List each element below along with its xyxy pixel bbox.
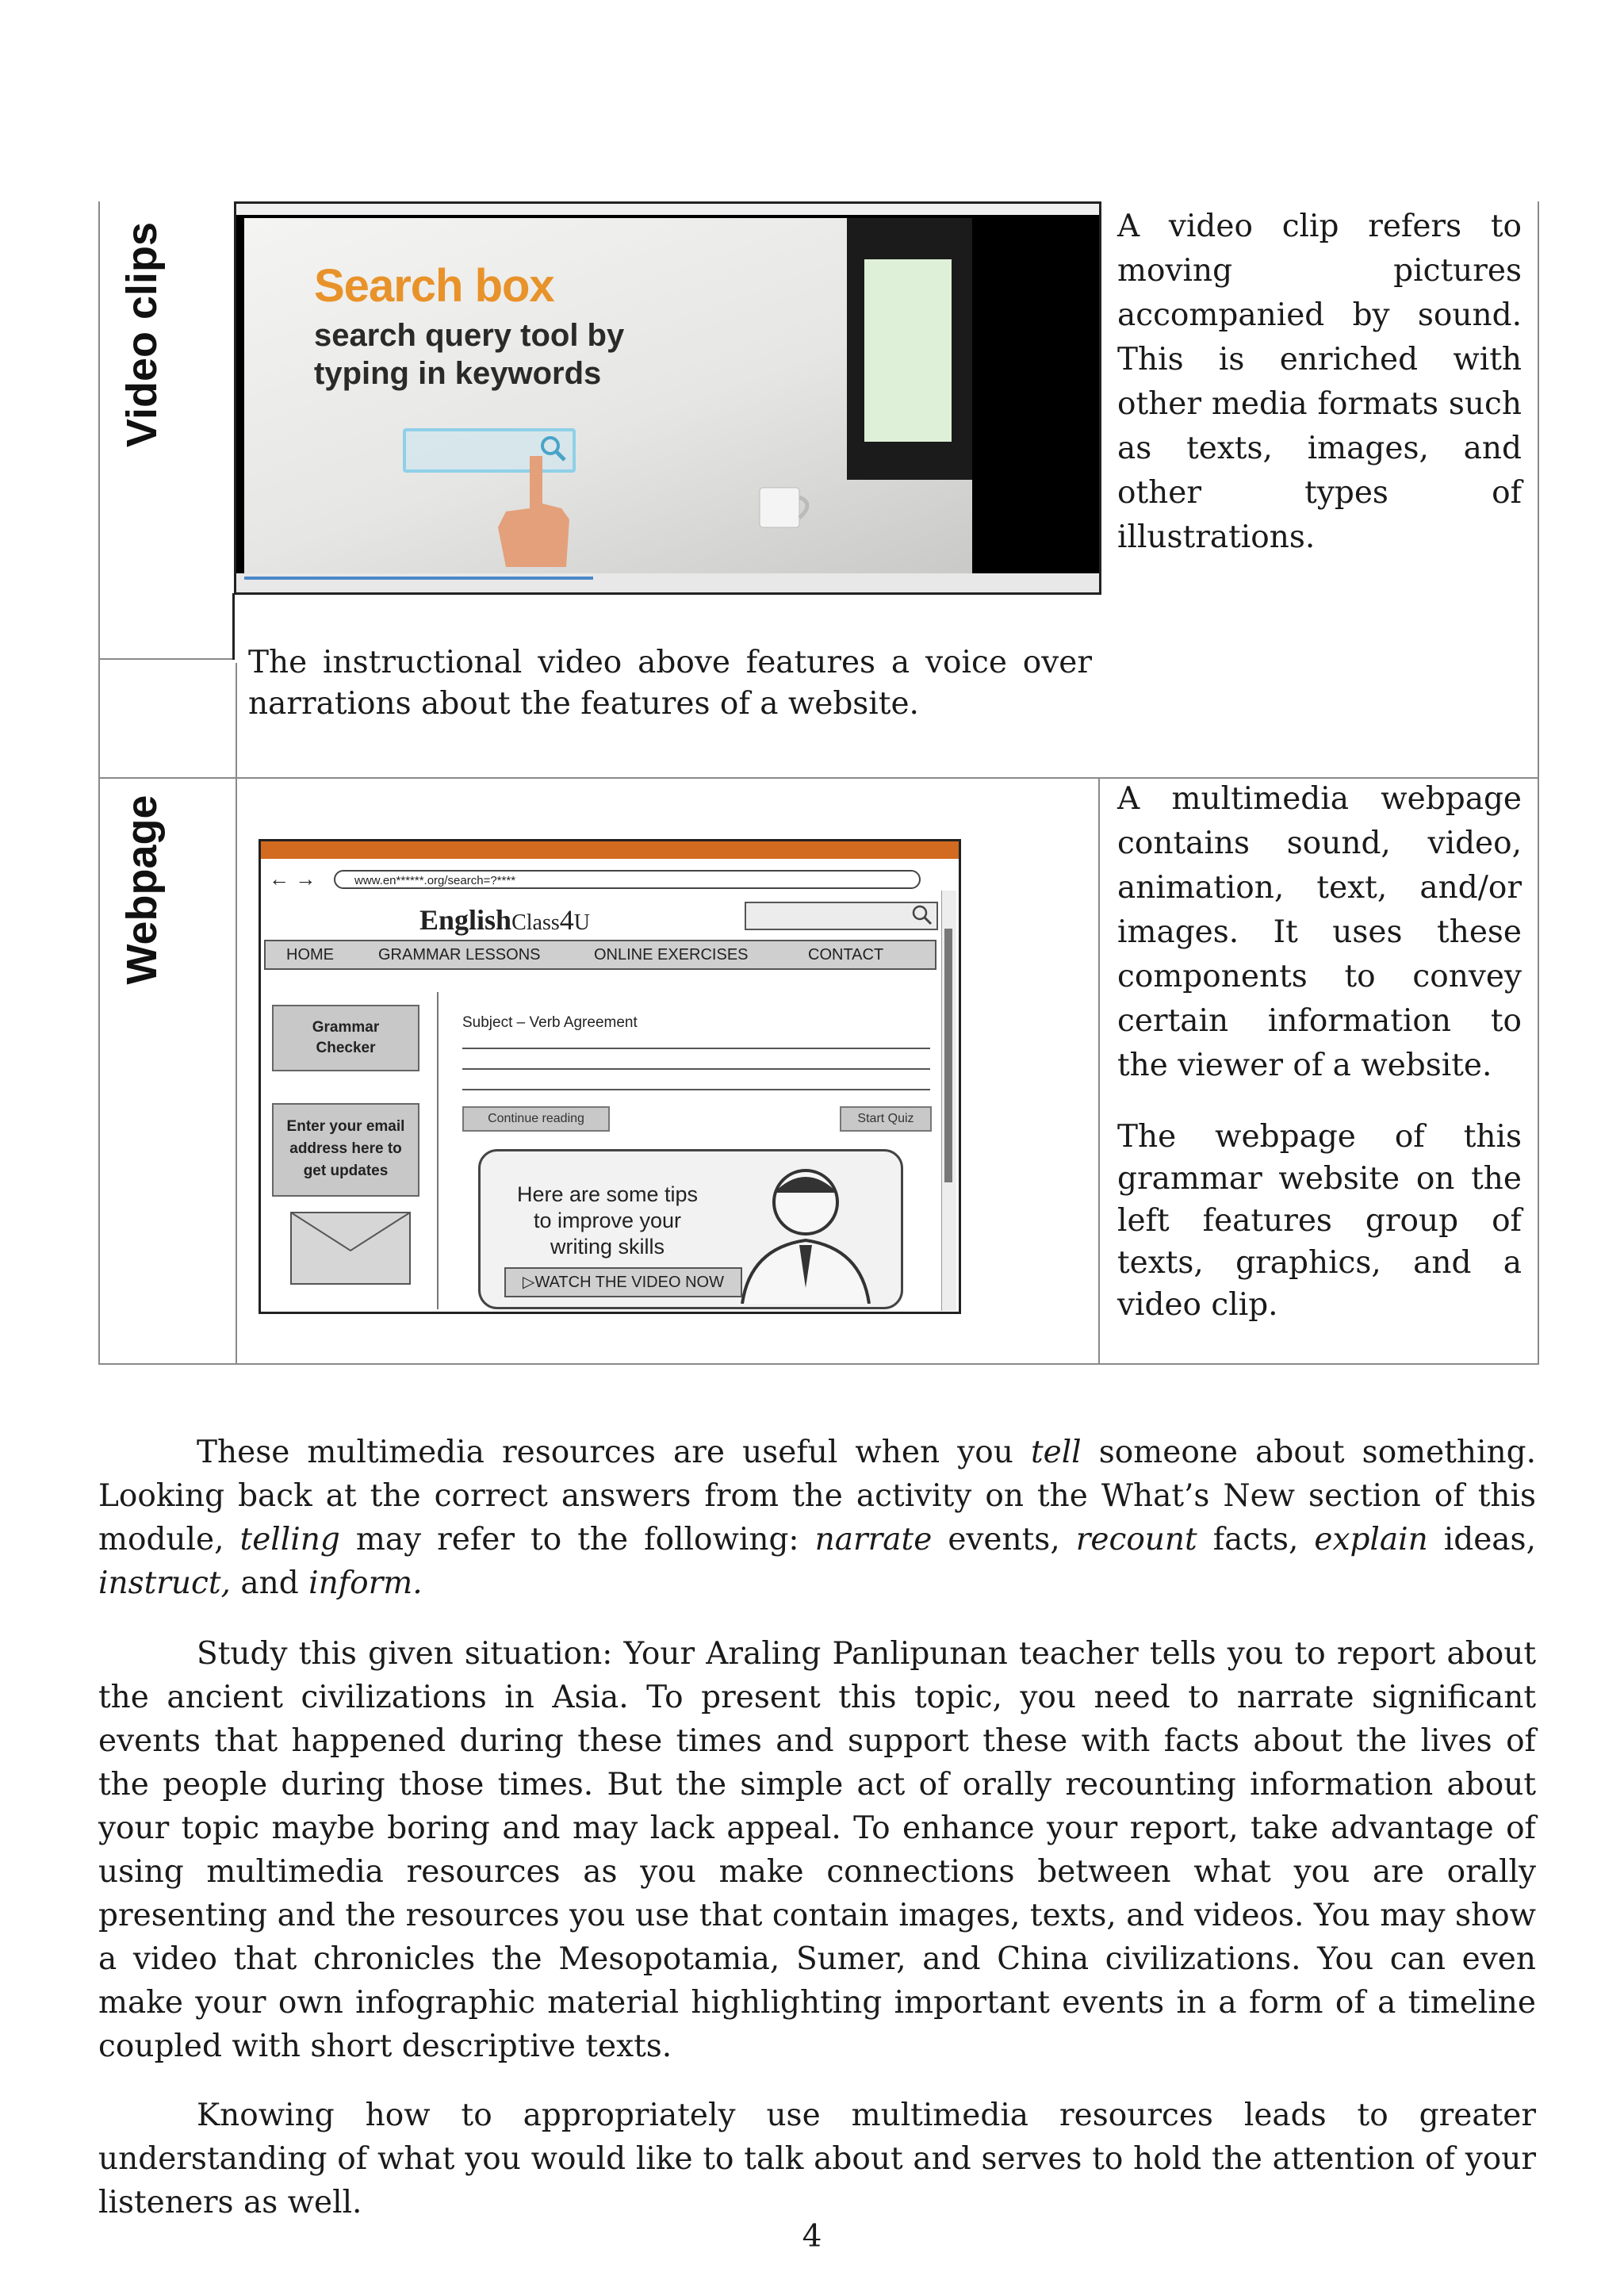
desk-monitor-graphic (847, 218, 972, 480)
p1-inform: inform. (308, 1565, 423, 1601)
p1-telling: telling (239, 1522, 340, 1557)
table-row1-corner-line (232, 593, 235, 660)
table-left-border (98, 201, 100, 1365)
mug-icon (752, 480, 823, 535)
browser-url-bar[interactable]: www.en******.org/search=?**** (334, 870, 921, 889)
nav-grammar-lessons[interactable]: GRAMMAR LESSONS (378, 946, 541, 964)
table-col1-divider (236, 663, 237, 1365)
tip-text: Here are some tips to improve your writing skills (516, 1182, 699, 1259)
pointing-hand-icon (474, 456, 593, 573)
row-label-webpage: Webpage (118, 795, 166, 985)
brand-number: 4 (559, 904, 574, 936)
watch-video-button[interactable] (504, 1267, 742, 1297)
video-clip-caption: The instructional video above features a voice over narrations about the features of a website. (248, 645, 1092, 722)
paragraph-multimedia-telling (98, 1431, 1536, 1605)
article-subject: Subject – Verb Agreement (462, 1014, 638, 1031)
webpage-sidebar-divider (437, 992, 439, 1309)
table-col3-divider (1098, 777, 1100, 1365)
person-avatar-icon (726, 1153, 885, 1304)
table-row1-label-divider (98, 658, 233, 660)
brand-u: U (573, 910, 590, 935)
video-controls-bar[interactable] (236, 573, 1099, 592)
brand-class: Class (511, 910, 560, 935)
video-clip-description: A video clip refers to moving pictures accompanied by sound. This is enriched with other media formats such as texts, images, and other types of illustrations. (1117, 209, 1522, 555)
paragraph-situation: Study this given situation: Your Araling Panlipunan teacher tells you to report about the ancient civilizations in Asia. To present this topic, you need to narrate significant events that happened during these times and support these with facts about the lives of the people during those times. But the simple act of orally recounting information about your topic maybe boring and may lack appeal. To enhance your report, take advantage of using multimedia resources as you make connections between what you are orally presenting and the resources you use that contain images, texts, and videos. You may show a video that chronicles the Mesopotamia, Sumer, and China civilizations. You can even make your own infographic material highlighting important events in a form of a timeline coupled with short descriptive texts. (98, 1636, 1536, 2064)
site-search-box[interactable] (745, 902, 938, 930)
back-forward-arrows-icon[interactable]: ← → (269, 867, 316, 891)
page-number: 4 (802, 2219, 822, 2255)
p1-text-a: These multimedia resources are useful when you (197, 1435, 1031, 1470)
site-brand (419, 903, 590, 937)
text-line (462, 1089, 930, 1090)
watch-video-label: WATCH THE VIDEO NOW (534, 1274, 724, 1291)
p1-text-g: and (230, 1565, 309, 1601)
video-title: Search box (314, 260, 554, 312)
webpage-description-1: A multimedia webpage contains sound, video, animation, text, and/or images. It uses these components to convey certain information to the viewer of a website. (1117, 781, 1522, 1083)
search-icon (911, 904, 933, 926)
text-line (462, 1048, 930, 1049)
row-label-video-clips: Video clips (118, 221, 166, 448)
p1-text-c: may refer to the following: (339, 1522, 815, 1557)
p1-recount: recount (1075, 1522, 1197, 1557)
video-clip-screenshot[interactable] (234, 201, 1101, 595)
video-frame (244, 218, 972, 573)
video-subtitle-line1: search query tool by (314, 318, 625, 353)
p1-text-f: ideas, (1427, 1522, 1536, 1557)
text-line (462, 1068, 930, 1070)
envelope-icon[interactable] (289, 1211, 412, 1285)
webpage-description-2: The webpage of this grammar website on the left features group of texts, graphics, and a video clip. (1117, 1119, 1522, 1323)
p1-text-b: someone about something. Looking back at the correct answers from the activity on the What’s New section of this module, (98, 1435, 1536, 1557)
webpage-mockup[interactable] (259, 839, 961, 1314)
p1-narrate: narrate (814, 1522, 933, 1557)
p1-instruct: instruct, (98, 1565, 231, 1601)
video-menubar (236, 204, 1099, 215)
email-signup-box[interactable]: Enter your email address here to get updates (272, 1103, 419, 1197)
p1-tell: tell (1030, 1435, 1082, 1470)
nav-online-exercises[interactable]: ONLINE EXERCISES (594, 946, 749, 964)
table-right-border (1538, 201, 1539, 1365)
video-progress-bar[interactable] (244, 577, 593, 580)
p1-explain: explain (1314, 1522, 1428, 1557)
nav-home[interactable]: HOME (286, 946, 334, 964)
p1-text-e: facts, (1197, 1522, 1315, 1557)
paragraph-conclusion: Knowing how to appropriately use multimedia resources leads to greater understanding of what you would like to talk about and serves to hold the attention of your listeners as well. (98, 2098, 1536, 2220)
browser-top-bar (261, 841, 959, 859)
table-bottom-border (98, 1363, 1539, 1365)
video-subtitle-line2: typing in keywords (314, 356, 602, 391)
continue-reading-button[interactable]: Continue reading (462, 1106, 610, 1132)
video-subtitle (314, 316, 624, 393)
brand-main: English (419, 904, 512, 936)
play-icon: ▷ (523, 1274, 535, 1291)
video-tip-card (478, 1149, 903, 1309)
webpage-scrollbar-thumb[interactable] (944, 929, 952, 1182)
site-nav-bar (264, 940, 936, 970)
grammar-checker-button[interactable]: Grammar Checker (272, 1005, 419, 1071)
start-quiz-button[interactable]: Start Quiz (840, 1106, 932, 1132)
nav-contact[interactable]: CONTACT (808, 946, 884, 964)
p1-text-d: events, (932, 1522, 1076, 1557)
